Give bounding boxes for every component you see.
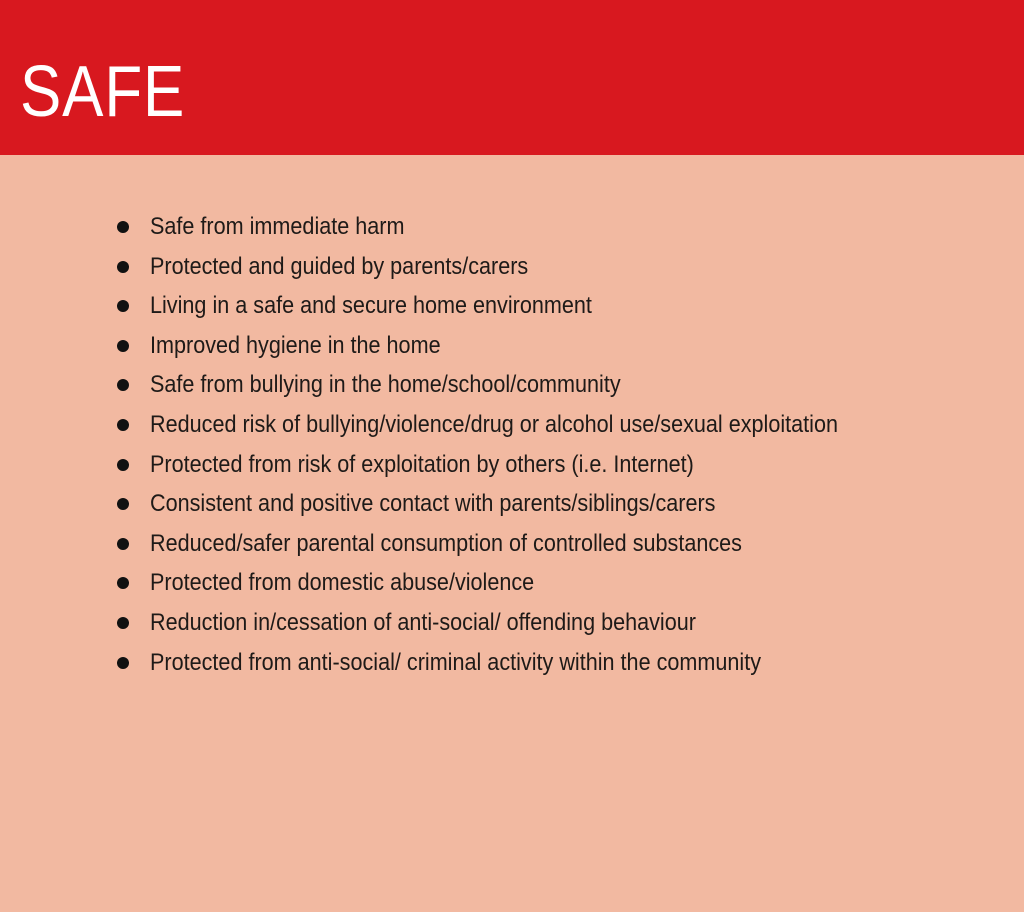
list-item-text: Consistent and positive contact with parents/siblings/carers [150, 490, 716, 518]
bullet-icon [117, 577, 129, 589]
list-item [0, 326, 1024, 366]
list-item-text: Protected and guided by parents/carers [150, 252, 529, 280]
list-item-text: Reduced risk of bullying/violence/drug or alcohol use/sexual exploitation [150, 410, 839, 438]
list-item [0, 405, 1024, 445]
list-item-text: Safe from bullying in the home/school/community [150, 371, 621, 399]
bullet-icon [117, 459, 129, 471]
list-item [0, 563, 1024, 603]
bullet-icon [117, 300, 129, 312]
list-item [0, 445, 1024, 485]
list-item [0, 524, 1024, 564]
list-item-text: Protected from risk of exploitation by others (i.e. Internet) [150, 450, 694, 478]
bullet-icon [117, 221, 129, 233]
bullet-icon [117, 498, 129, 510]
bullet-icon [117, 538, 129, 550]
list-item-text: Reduced/safer parental consumption of controlled substances [150, 529, 742, 557]
list-item [0, 365, 1024, 405]
list-item-text: Living in a safe and secure home environment [150, 292, 592, 320]
list-item [0, 286, 1024, 326]
bullet-icon [117, 419, 129, 431]
bullet-icon [117, 340, 129, 352]
list-item-text: Improved hygiene in the home [150, 331, 441, 359]
outcomes-list [0, 207, 1024, 682]
bullet-icon [117, 261, 129, 273]
list-item-text: Protected from anti-social/ criminal activity within the community [150, 648, 762, 676]
list-item [0, 643, 1024, 683]
list-item [0, 207, 1024, 247]
header-banner [0, 0, 1024, 155]
page-title: SAFE [20, 52, 186, 132]
list-item-text: Reduction in/cessation of anti-social/ offending behaviour [150, 608, 696, 636]
list-item [0, 484, 1024, 524]
list-item-text: Protected from domestic abuse/violence [150, 569, 535, 597]
list-item [0, 603, 1024, 643]
list-item-text: Safe from immediate harm [150, 213, 405, 240]
bullet-icon [117, 657, 129, 669]
bullet-icon [117, 379, 129, 391]
bullet-icon [117, 617, 129, 629]
list-item [0, 247, 1024, 287]
